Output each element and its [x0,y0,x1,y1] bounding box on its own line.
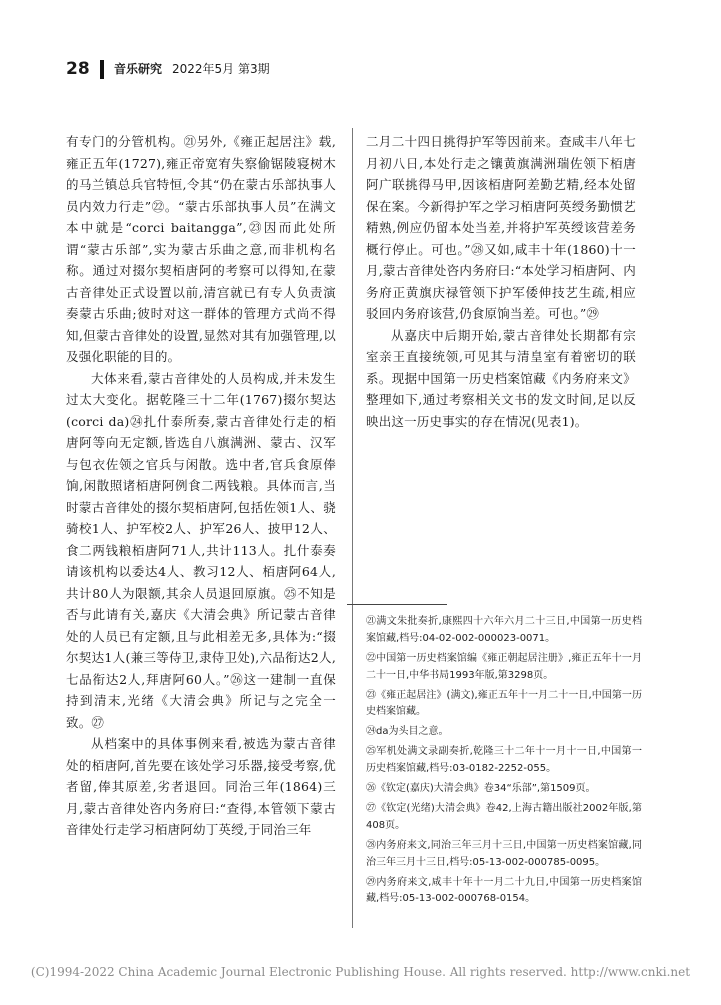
footnote: ㉗《钦定(光绪)大清会典》卷42,上海古籍出版社2002年版,第408页。 [366,803,642,831]
footnote: ㉙内务府来文,咸丰十年十一月二十九日,中国第一历史档案馆藏,档号:05-13-002-000768-0154。 [366,876,642,905]
footnote: ㉔da为头目之意。 [366,726,449,738]
running-header [66,58,666,82]
footnote: ㉒中国第一历史档案馆编《雍正朝起居注册》,雍正五年十一月二十一日,中华书局1993年版,第3298页。 [366,652,642,681]
footnote: ㉓《雍正起居注》(满文),雍正五年十一月二十一日,中国第一历史档案馆藏。 [366,689,642,718]
footnote: ㉕军机处满文录副奏折,乾隆三十二年十一月十一日,中国第一历史档案馆藏,档号:03-0182-2252-055。 [366,746,642,775]
paragraph: 二月二十四日挑得护军等因前来。查咸丰八年七月初八日,本处行走之镶黄旗满洲瑞佐领下栢唐阿广联挑得马甲,因该栢唐阿差勤艺精,经本处留保在案。今新得护军之学习栢唐阿英绶务勤惯艺精熟,例应仍留本处当差,并将护军英绶该营差务概行停止。可也。”㉘又如,咸丰十年(1860)十一月,蒙古音律处咨内务府曰:“本处学习栢唐阿、内务府正黄旗庆禄管领下护军倭伸技艺生疏,相应驳回内务府该营,仍食原饷当差。可也。”㉙ [366,134,636,321]
copyright-notice: (C)1994-2022 China Academic Journal Electronic Publishing House. All rights reserved. http://www.cnki.net [30,965,691,979]
left-column [66,131,336,841]
column-divider [352,128,353,928]
paragraph: 从嘉庆中后期开始,蒙古音律处长期都有宗室亲王直接统领,可见其与清皇室有着密切的联系。现据中国第一历史档案馆藏《内务府来文》整理如下,通过考察相关文书的发文时间,足以反映出这一历史事实的存在情况(见表1)。 [366,327,636,429]
footnote: ㉑满文朱批奏折,康熙四十六年六月二十三日,中国第一历史档案馆藏,档号:04-02-002-000023-0071。 [366,616,642,644]
journal-title: 音乐研究 [114,62,163,76]
page-number: 28 [66,59,90,79]
footnotes [366,614,642,911]
footnote: ㉘内务府来文,同治三年三月十三日,中国第一历史档案馆藏,同治三年三月十三日,档号:05-13-002-000785-0095。 [366,839,642,868]
right-column [366,131,636,432]
header-divider-bar [100,60,104,79]
paragraph: 大体来看,蒙古音律处的人员构成,并未发生过太大变化。据乾隆三十二年(1767)掇尔契达(corci da)㉔扎什泰所奏,蒙古音律处行走的栢唐阿等向无定额,皆选自八旗满洲、蒙古、汉军与包衣佐领之官兵与闲散。选中者,官兵食原俸饷,闲散照诸栢唐阿例食二两钱粮。具体而言,当时蒙古音律处的掇尔契栢唐阿,包括佐领1人、骁骑校1人、护军校2人、护军26人、披甲12人、食二两钱粮栢唐阿71人,共计113人。扎什泰奏请该机构以委达4人、教习12人、栢唐阿64人,共计80人为限额,其余人员退回原旗。㉕不知是否与此请有关,嘉庆《大清会典》所记蒙古音律处的人员已有定额,且与此相差无多,具体为:“掇尔契达1人(兼三等侍卫,隶侍卫处),六品衔达2人,七品衔达2人,拜唐阿60人。”㉖这一建制一直保持到清末,光绪《大清会典》所记与之完全一致。㉗ [66,370,336,730]
footnote-rule [347,604,447,605]
paragraph: 有专门的分管机构。㉑另外,《雍正起居注》载,雍正五年(1727),雍正帝宽宥失察偷锯陵寝树木的马兰镇总兵官特恒,令其“仍在蒙古乐部执事人员内效力行走”㉒。“蒙古乐部执事人员”在满文本中就是“corci baitangga”,㉓因而此处所谓“蒙古乐部”,实为蒙古乐曲之意,而非机构名称。通过对掇尔契栢唐阿的考察可以得知,在蒙古音律处正式设置以前,清宫就已有专人负责演奏蒙古乐曲;彼时对这一群体的管理方式尚不得知,但蒙古音律处的设置,显然对其有加强管理,以及强化职能的目的。 [66,134,336,364]
paragraph: 从档案中的具体事例来看,被选为蒙古音律处的栢唐阿,首先要在该处学习乐器,接受考察,优者留,俸其原差,劣者退回。同治三年(1864)三月,蒙古音律处咨内务府曰:“查得,本管领下蒙古音律处行走学习栢唐阿幼丁英绶,于同治三年 [66,736,336,837]
footnote: ㉖《钦定(嘉庆)大清会典》卷34“乐部”,第1509页。 [366,783,596,795]
issue-info: 2022年5月 第3期 [172,62,270,76]
